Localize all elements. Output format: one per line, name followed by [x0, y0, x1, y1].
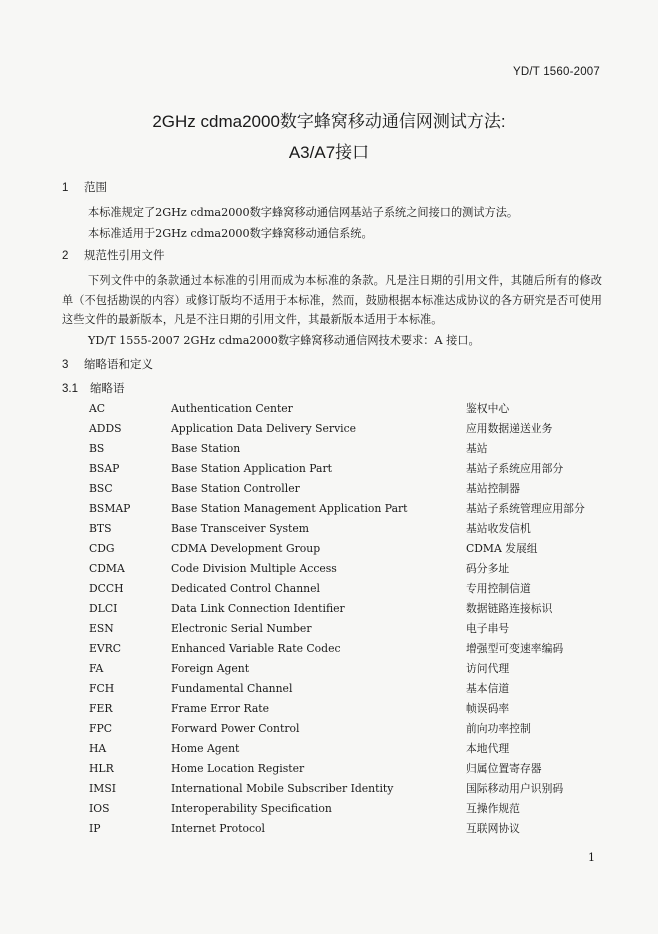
abbreviation-chinese: 访问代理 [466, 662, 510, 675]
abbreviation-chinese: 鉴权中心 [466, 402, 510, 415]
abbreviation-chinese: 归属位置寄存器 [466, 762, 542, 775]
abbreviation-english: Base Station Management Application Part [171, 502, 408, 515]
abbreviation-term: FPC [89, 722, 113, 735]
subsection-3-1-title: 缩略语 [90, 383, 125, 395]
section-1-title: 范围 [84, 182, 107, 194]
abbreviation-term: EVRC [89, 642, 122, 655]
abbreviation-english: Interoperability Specification [171, 802, 332, 815]
abbreviation-row [0, 700, 658, 718]
abbreviation-english: Code Division Multiple Access [171, 562, 337, 575]
section-3-title: 缩略语和定义 [84, 359, 153, 371]
abbreviation-term: CDG [89, 542, 115, 555]
abbreviation-row [0, 580, 658, 598]
abbreviation-chinese: 基站收发信机 [466, 522, 531, 535]
abbreviation-term: HA [89, 742, 107, 755]
scope-paragraph-2: 本标准适用于2GHz cdma2000数字蜂窝移动通信系统。 [88, 227, 373, 240]
abbreviation-row [0, 800, 658, 818]
abbreviation-english: Base Station Controller [171, 482, 300, 495]
abbreviation-row [0, 480, 658, 498]
document-title-line2: A3/A7接口 [288, 143, 370, 162]
section-1-heading [62, 180, 107, 196]
abbreviation-term: IMSI [89, 782, 116, 795]
document-title-line1: 2GHz cdma2000数字蜂窝移动通信网测试方法: [152, 112, 506, 131]
abbreviation-term: HLR [89, 762, 114, 775]
abbreviation-english: Internet Protocol [171, 822, 265, 835]
abbreviation-row [0, 760, 658, 778]
abbreviation-term: BTS [89, 522, 112, 535]
abbreviation-chinese: 互操作规范 [466, 802, 520, 815]
abbreviation-row [0, 600, 658, 618]
abbreviation-row [0, 400, 658, 418]
abbreviation-term: AC [89, 402, 106, 415]
abbreviation-row [0, 820, 658, 838]
abbreviation-chinese: CDMA 发展组 [466, 542, 538, 555]
references-paragraph: 下列文件中的条款通过本标准的引用而成为本标准的条款。凡是注日期的引用文件，其随后所有的修改单（不包括勘误的内容）或修订版均不适用于本标准，然而，鼓励根据本标准达成协议的各方研究是否可使用这些文件的最新版本，凡是不注日期的引用文件，其最新版本适用于本标准。 [62, 274, 602, 326]
abbreviation-chinese: 基站子系统管理应用部分 [466, 502, 585, 515]
abbreviation-term: IP [89, 822, 101, 835]
abbreviation-row [0, 640, 658, 658]
abbreviation-term: BSC [89, 482, 113, 495]
abbreviation-chinese: 基站控制器 [466, 482, 520, 495]
section-2-number: 2 [62, 250, 69, 262]
section-2-title: 规范性引用文件 [84, 250, 165, 262]
abbreviation-chinese: 前向功率控制 [466, 722, 531, 735]
abbreviation-chinese: 应用数据递送业务 [466, 422, 553, 435]
abbreviation-term: CDMA [89, 562, 125, 575]
abbreviation-english: Home Agent [171, 742, 240, 755]
abbreviation-chinese: 增强型可变速率编码 [466, 642, 564, 655]
abbreviation-term: BSAP [89, 462, 120, 475]
abbreviation-chinese: 基站子系统应用部分 [466, 462, 564, 475]
subsection-3-1-heading [62, 381, 125, 397]
abbreviation-row [0, 720, 658, 738]
abbreviation-term: DCCH [89, 582, 124, 595]
abbreviation-row [0, 780, 658, 798]
abbreviation-chinese: 帧误码率 [466, 702, 510, 715]
abbreviation-term: IOS [89, 802, 110, 815]
abbreviation-chinese: 国际移动用户识别码 [466, 782, 564, 795]
abbreviation-row [0, 460, 658, 478]
abbreviation-chinese: 基本信道 [466, 682, 510, 695]
abbreviation-term: BS [89, 442, 105, 455]
abbreviation-chinese: 基站 [466, 442, 488, 455]
abbreviation-english: Electronic Serial Number [171, 622, 312, 635]
abbreviation-english: CDMA Development Group [171, 542, 321, 555]
abbreviation-english: Fundamental Channel [171, 682, 293, 695]
abbreviation-english: Frame Error Rate [171, 702, 269, 715]
abbreviation-chinese: 码分多址 [466, 562, 510, 575]
page-number: 1 [588, 851, 595, 864]
abbreviation-term: BSMAP [89, 502, 131, 515]
section-2-heading [62, 248, 165, 264]
section-3-number: 3 [62, 359, 69, 371]
abbreviation-term: ADDS [89, 422, 122, 435]
abbreviation-term: FER [89, 702, 113, 715]
abbreviation-english: Enhanced Variable Rate Codec [171, 642, 341, 655]
scope-paragraph-1: 本标准规定了2GHz cdma2000数字蜂窝移动通信网基站子系统之间接口的测试方法。 [88, 206, 519, 219]
abbreviation-row [0, 500, 658, 518]
abbreviation-english: Base Station Application Part [171, 462, 332, 475]
abbreviation-row [0, 620, 658, 638]
normative-reference: YD/T 1555-2007 2GHz cdma2000数字蜂窝移动通信网技术要求：A 接口。 [88, 334, 480, 347]
abbreviation-chinese: 电子串号 [466, 622, 510, 635]
abbreviation-term: FCH [89, 682, 115, 695]
abbreviation-english: Application Data Delivery Service [171, 422, 357, 435]
abbreviation-english: Dedicated Control Channel [171, 582, 320, 595]
abbreviation-english: Foreign Agent [171, 662, 250, 675]
abbreviation-chinese: 互联网协议 [466, 822, 520, 835]
abbreviation-chinese: 专用控制信道 [466, 582, 531, 595]
abbreviation-english: Data Link Connection Identifier [171, 602, 345, 615]
subsection-3-1-number: 3.1 [62, 383, 78, 395]
abbreviation-english: Authentication Center [171, 402, 293, 415]
abbreviation-english: International Mobile Subscriber Identity [171, 782, 394, 795]
abbreviation-row [0, 660, 658, 678]
abbreviation-row [0, 740, 658, 758]
section-1-number: 1 [62, 182, 69, 194]
abbreviation-chinese: 数据链路连接标识 [466, 602, 553, 615]
abbreviation-english: Forward Power Control [171, 722, 300, 735]
abbreviation-row [0, 560, 658, 578]
abbreviation-row [0, 540, 658, 558]
abbreviation-row [0, 420, 658, 438]
section-3-heading [62, 357, 153, 373]
abbreviation-row [0, 520, 658, 538]
abbreviation-chinese: 本地代理 [466, 742, 510, 755]
abbreviation-english: Base Transceiver System [171, 522, 310, 535]
abbreviation-row [0, 440, 658, 458]
abbreviation-term: DLCI [89, 602, 118, 615]
abbreviation-row [0, 680, 658, 698]
abbreviation-english: Home Location Register [171, 762, 305, 775]
abbreviation-term: FA [89, 662, 104, 675]
abbreviation-english: Base Station [171, 442, 241, 455]
standard-code: YD/T 1560-2007 [513, 66, 600, 78]
abbreviation-term: ESN [89, 622, 114, 635]
